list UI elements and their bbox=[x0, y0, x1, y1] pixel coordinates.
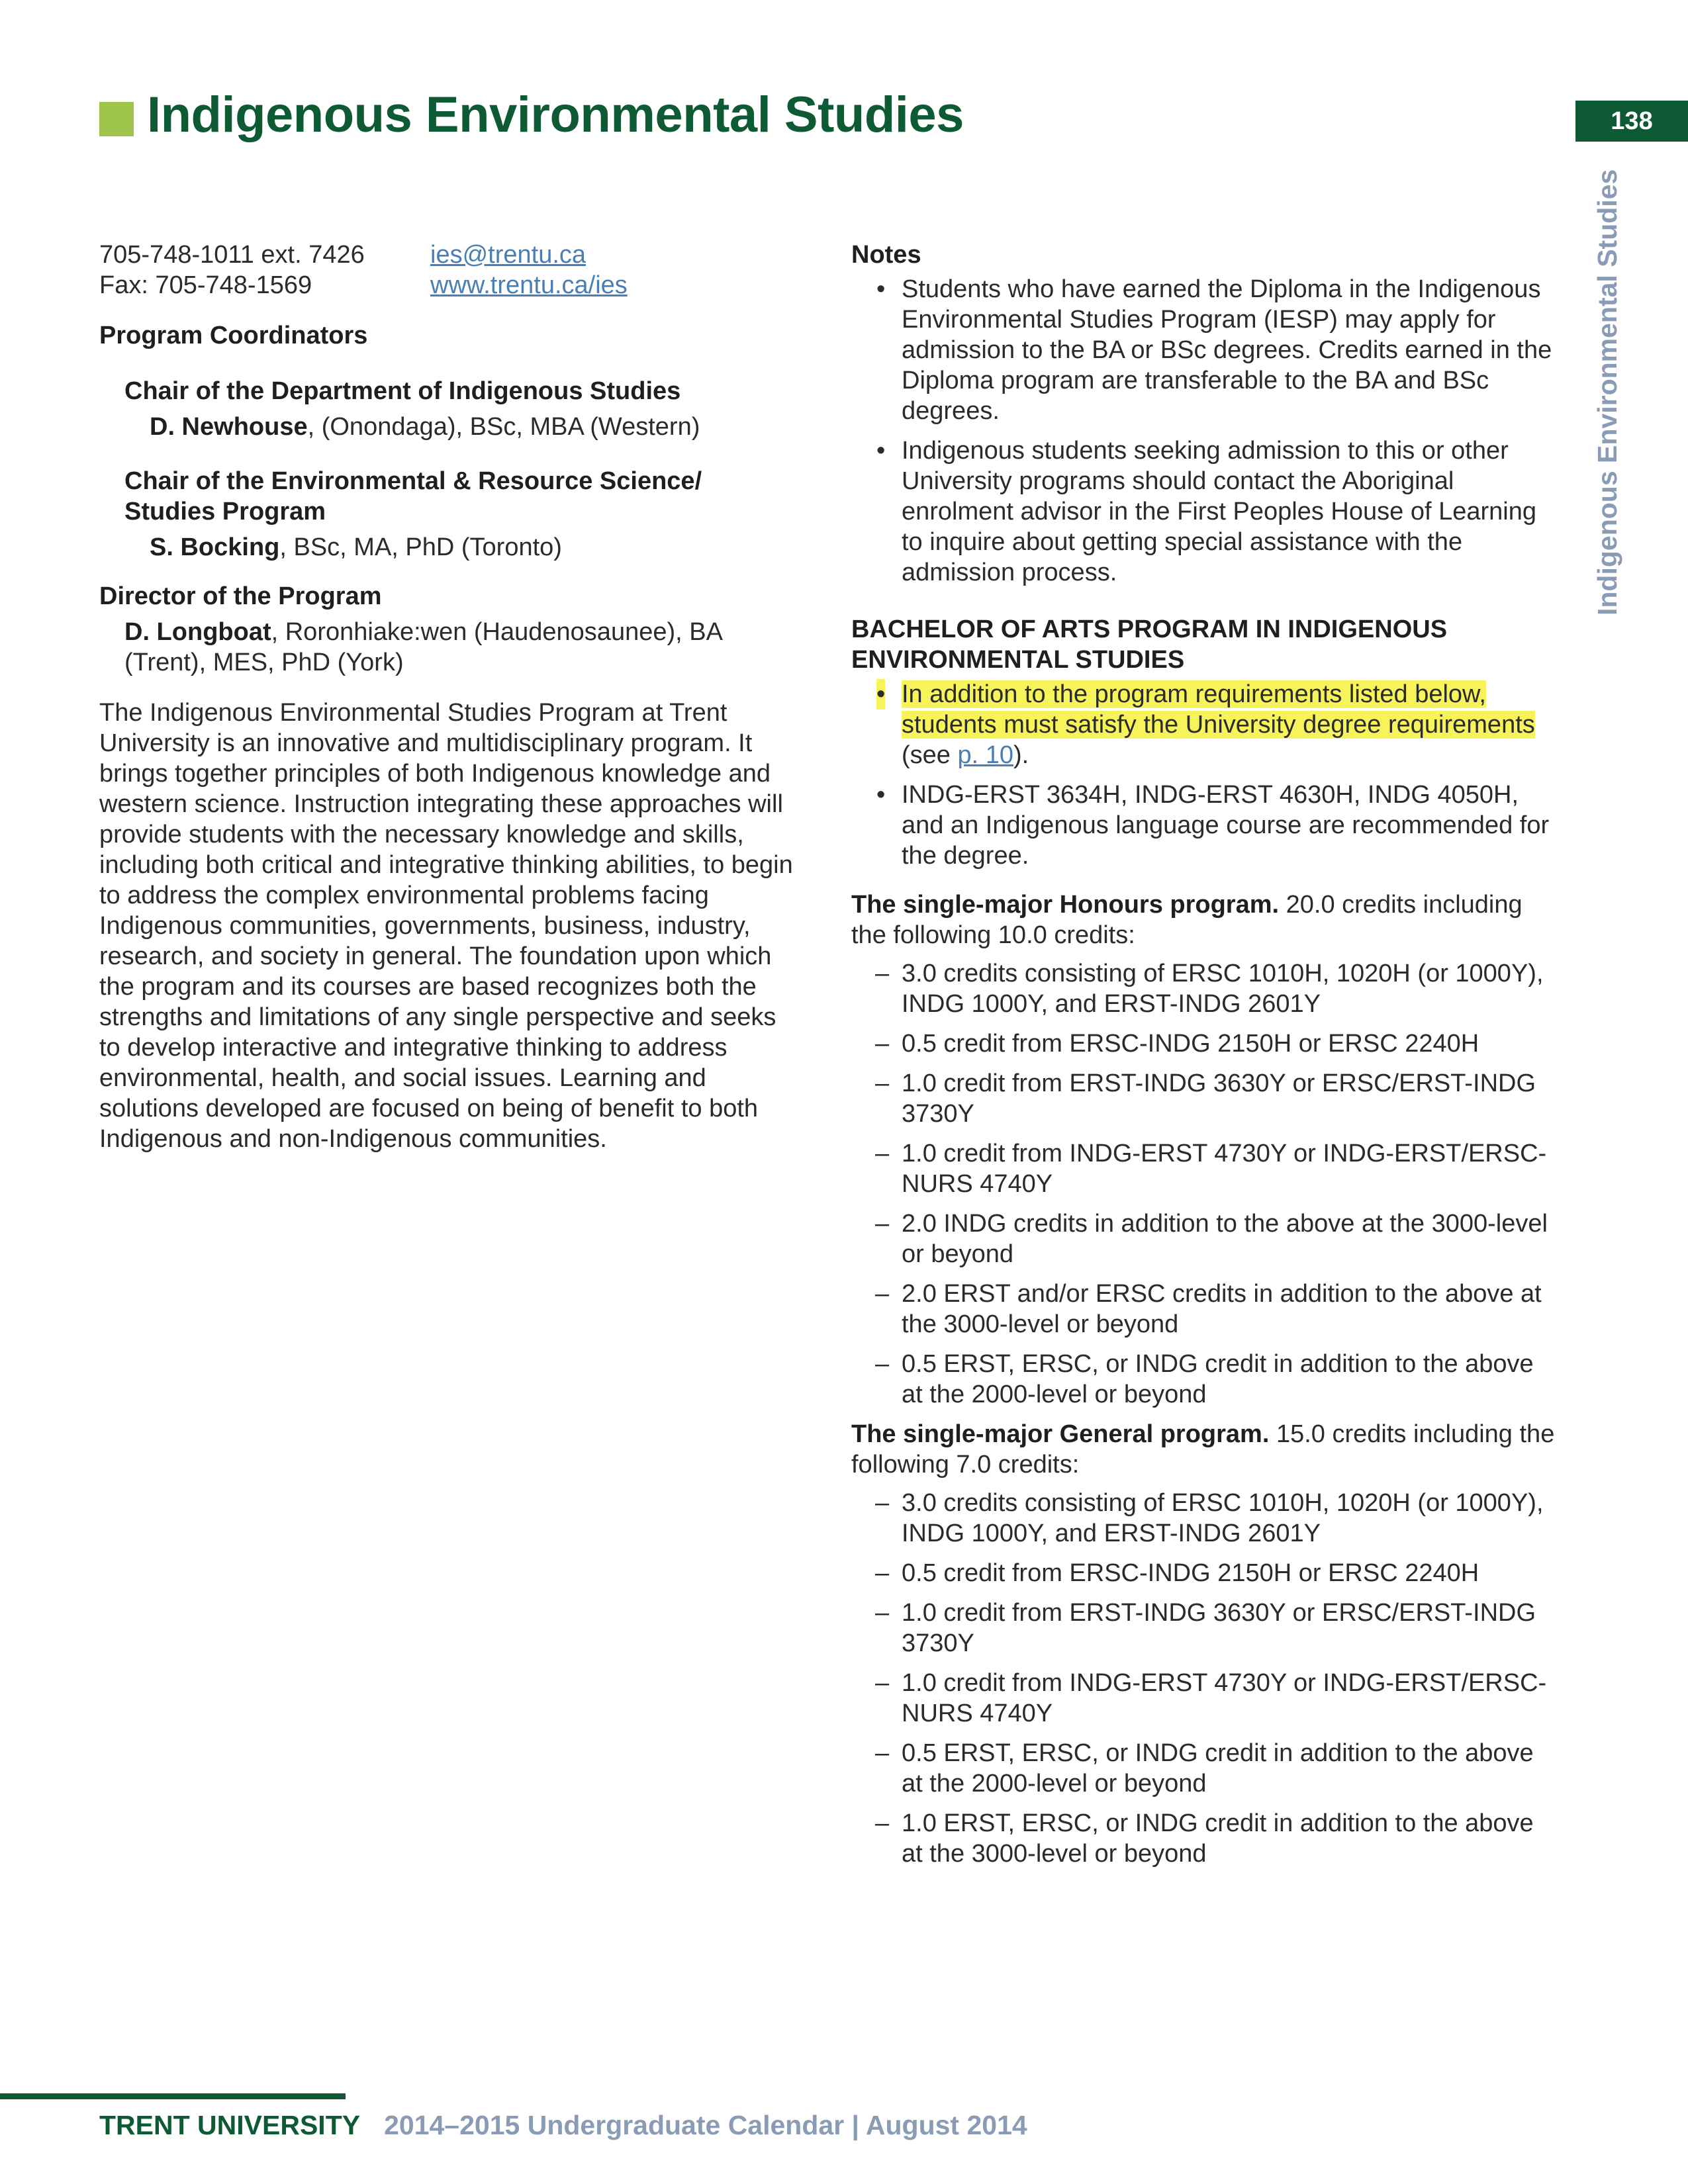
list-item: – 3.0 credits consisting of ERSC 1010H, 1020H (or 1000Y), INDG 1000Y, and ERST-INDG 2601Y bbox=[875, 960, 1544, 1018]
dash-icon: – bbox=[875, 1599, 890, 1627]
intro-paragraph: The Indigenous Environmental Studies Program at Trent University is an innovative and multidisciplinary program. It brings together principles of both Indigenous knowledge and western science. Instruction integrating these approaches will provide students with the necessary knowledge and skills, including both critical and integrative thinking abilities, to begin to address the complex environmental problems facing Indigenous communities, governments, business, industry, research, and society in general. The foundation upon which the program and its courses are based recognizes both the strengths and limitations of any single perspective and seeks to develop interactive and integrative thinking to address environmental, health, and social issues. Learning and solutions developed are focused on being of benefit to both Indigenous and non-Indigenous communities. bbox=[99, 699, 793, 1153]
director-name: D. Longboat bbox=[124, 618, 271, 646]
dash-icon: – bbox=[875, 1669, 890, 1697]
page-reference-link[interactable]: p. 10 bbox=[957, 741, 1014, 769]
list-item: – 0.5 credit from ERSC-INDG 2150H or ERSC 2240H bbox=[875, 1559, 1479, 1587]
chair-indigenous-name: D. Newhouse bbox=[150, 413, 308, 441]
honours-title: The single-major Honours program. bbox=[851, 891, 1280, 919]
ba-program-list bbox=[851, 679, 1560, 871]
chair-env-title: Chair of the Environmental & Resource Science/ Studies Program bbox=[124, 467, 702, 525]
director-heading: Director of the Program bbox=[99, 582, 382, 610]
list-item: – 1.0 credit from INDG-ERST 4730Y or INDG-ERST/ERSC-NURS 4740Y bbox=[875, 1669, 1547, 1727]
coordinators-heading: Program Coordinators bbox=[99, 322, 368, 349]
chair-indigenous-person bbox=[99, 412, 801, 442]
chair-env-details: , BSc, MA, PhD (Toronto) bbox=[279, 533, 562, 561]
page-title: Indigenous Environmental Studies bbox=[147, 87, 964, 143]
honours-requirements-list bbox=[851, 958, 1560, 1410]
left-column bbox=[99, 240, 801, 1154]
list-item: – 1.0 credit from ERST-INDG 3630Y or ERSC/ERST-INDG 3730Y bbox=[875, 1069, 1536, 1128]
bullet-icon: • bbox=[876, 680, 886, 708]
dash-icon: – bbox=[875, 1069, 890, 1097]
footer bbox=[99, 2110, 1027, 2141]
list-item: – 2.0 ERST and/or ERSC credits in addition to the above at the 3000-level or beyond bbox=[875, 1280, 1542, 1338]
dash-icon: – bbox=[875, 960, 890, 987]
footer-calendar: 2014–2015 Undergraduate Calendar | August 2014 bbox=[384, 2110, 1027, 2140]
list-item: – 1.0 credit from INDG-ERST 4730Y or INDG-ERST/ERSC-NURS 4740Y bbox=[875, 1140, 1547, 1198]
side-running-title: Indigenous Environmental Studies bbox=[1592, 169, 1622, 615]
dash-icon: – bbox=[875, 1559, 890, 1587]
fax-number: Fax: 705-748-1569 bbox=[99, 271, 312, 299]
notes-list bbox=[851, 274, 1560, 588]
director-details: , Roronhiake:wen (Haudenosaunee), BA (Trent), MES, PhD (York) bbox=[124, 618, 722, 676]
list-item: – 1.0 ERST, ERSC, or INDG credit in addition to the above at the 3000-level or beyond bbox=[875, 1809, 1534, 1868]
dash-icon: – bbox=[875, 1280, 890, 1308]
list-item: • INDG-ERST 3634H, INDG-ERST 4630H, INDG 4050H, and an Indigenous language course are recommended for the degree. bbox=[876, 781, 1550, 870]
general-intro: The single-major General program. 15.0 credits including the following 7.0 credits: bbox=[851, 1420, 1555, 1479]
dash-icon: – bbox=[875, 1140, 890, 1167]
right-column bbox=[851, 240, 1560, 1878]
list-item: – 2.0 INDG credits in addition to the above at the 3000-level or beyond bbox=[875, 1210, 1548, 1268]
dash-icon: – bbox=[875, 1030, 890, 1058]
contact-row-fax bbox=[99, 270, 801, 300]
highlighted-requirement: In addition to the program requirements listed below, students must satisfy the University degree requirements bbox=[902, 680, 1535, 739]
email-link[interactable]: ies@trentu.ca bbox=[430, 241, 586, 269]
title-accent-square bbox=[99, 102, 134, 136]
notes-heading: Notes bbox=[851, 241, 921, 269]
footer-university: TRENT UNIVERSITY bbox=[99, 2110, 361, 2140]
list-item: – 1.0 credit from ERST-INDG 3630Y or ERSC/ERST-INDG 3730Y bbox=[875, 1599, 1536, 1657]
list-item: – 0.5 credit from ERSC-INDG 2150H or ERSC 2240H bbox=[875, 1030, 1479, 1058]
chair-env-person bbox=[99, 532, 801, 563]
footer-rule bbox=[0, 2093, 346, 2099]
chair-env-name: S. Bocking bbox=[150, 533, 280, 561]
chair-indigenous-title: Chair of the Department of Indigenous Studies bbox=[124, 377, 681, 405]
bullet-icon: • bbox=[876, 437, 886, 465]
website-link[interactable]: www.trentu.ca/ies bbox=[430, 271, 628, 299]
list-item: – 0.5 ERST, ERSC, or INDG credit in addition to the above at the 2000-level or beyond bbox=[875, 1739, 1534, 1797]
list-item: • Students who have earned the Diploma in the Indigenous Environmental Studies Program (IESP) may apply for admission to the BA or BSc degrees. Credits earned in the Diploma program are transferable to the BA and BSc degrees. bbox=[876, 275, 1552, 425]
bullet-icon: • bbox=[876, 275, 886, 303]
director-person bbox=[99, 617, 760, 678]
honours-intro: The single-major Honours program. 20.0 credits including the following 10.0 credits: bbox=[851, 891, 1523, 949]
page-number: 138 bbox=[1575, 101, 1688, 142]
dash-icon: – bbox=[875, 1210, 890, 1238]
dash-icon: – bbox=[875, 1739, 890, 1767]
contact-row-phone bbox=[99, 240, 801, 270]
general-title: The single-major General program. bbox=[851, 1420, 1270, 1448]
general-requirements-list bbox=[851, 1488, 1560, 1869]
dash-icon: – bbox=[875, 1350, 890, 1378]
bullet-icon: • bbox=[876, 781, 886, 809]
list-item: – 0.5 ERST, ERSC, or INDG credit in addition to the above at the 2000-level or beyond bbox=[875, 1350, 1534, 1408]
phone-number: 705-748-1011 ext. 7426 bbox=[99, 241, 365, 269]
ba-program-heading: BACHELOR OF ARTS PROGRAM IN INDIGENOUS ENVIRONMENTAL STUDIES bbox=[851, 615, 1448, 674]
dash-icon: – bbox=[875, 1489, 890, 1517]
dash-icon: – bbox=[875, 1809, 890, 1837]
list-item: • In addition to the program requirements listed below, students must satisfy the University degree requirements (see p. 10). bbox=[876, 680, 1535, 769]
chair-indigenous-details: , (Onondaga), BSc, MBA (Western) bbox=[307, 413, 700, 441]
list-item: • Indigenous students seeking admission to this or other University programs should contact the Aboriginal enrolment advisor in the First Peoples House of Learning to inquire about getting special assistance with the admission process. bbox=[876, 437, 1536, 586]
list-item: – 3.0 credits consisting of ERSC 1010H, 1020H (or 1000Y), INDG 1000Y, and ERST-INDG 2601Y bbox=[875, 1489, 1544, 1547]
